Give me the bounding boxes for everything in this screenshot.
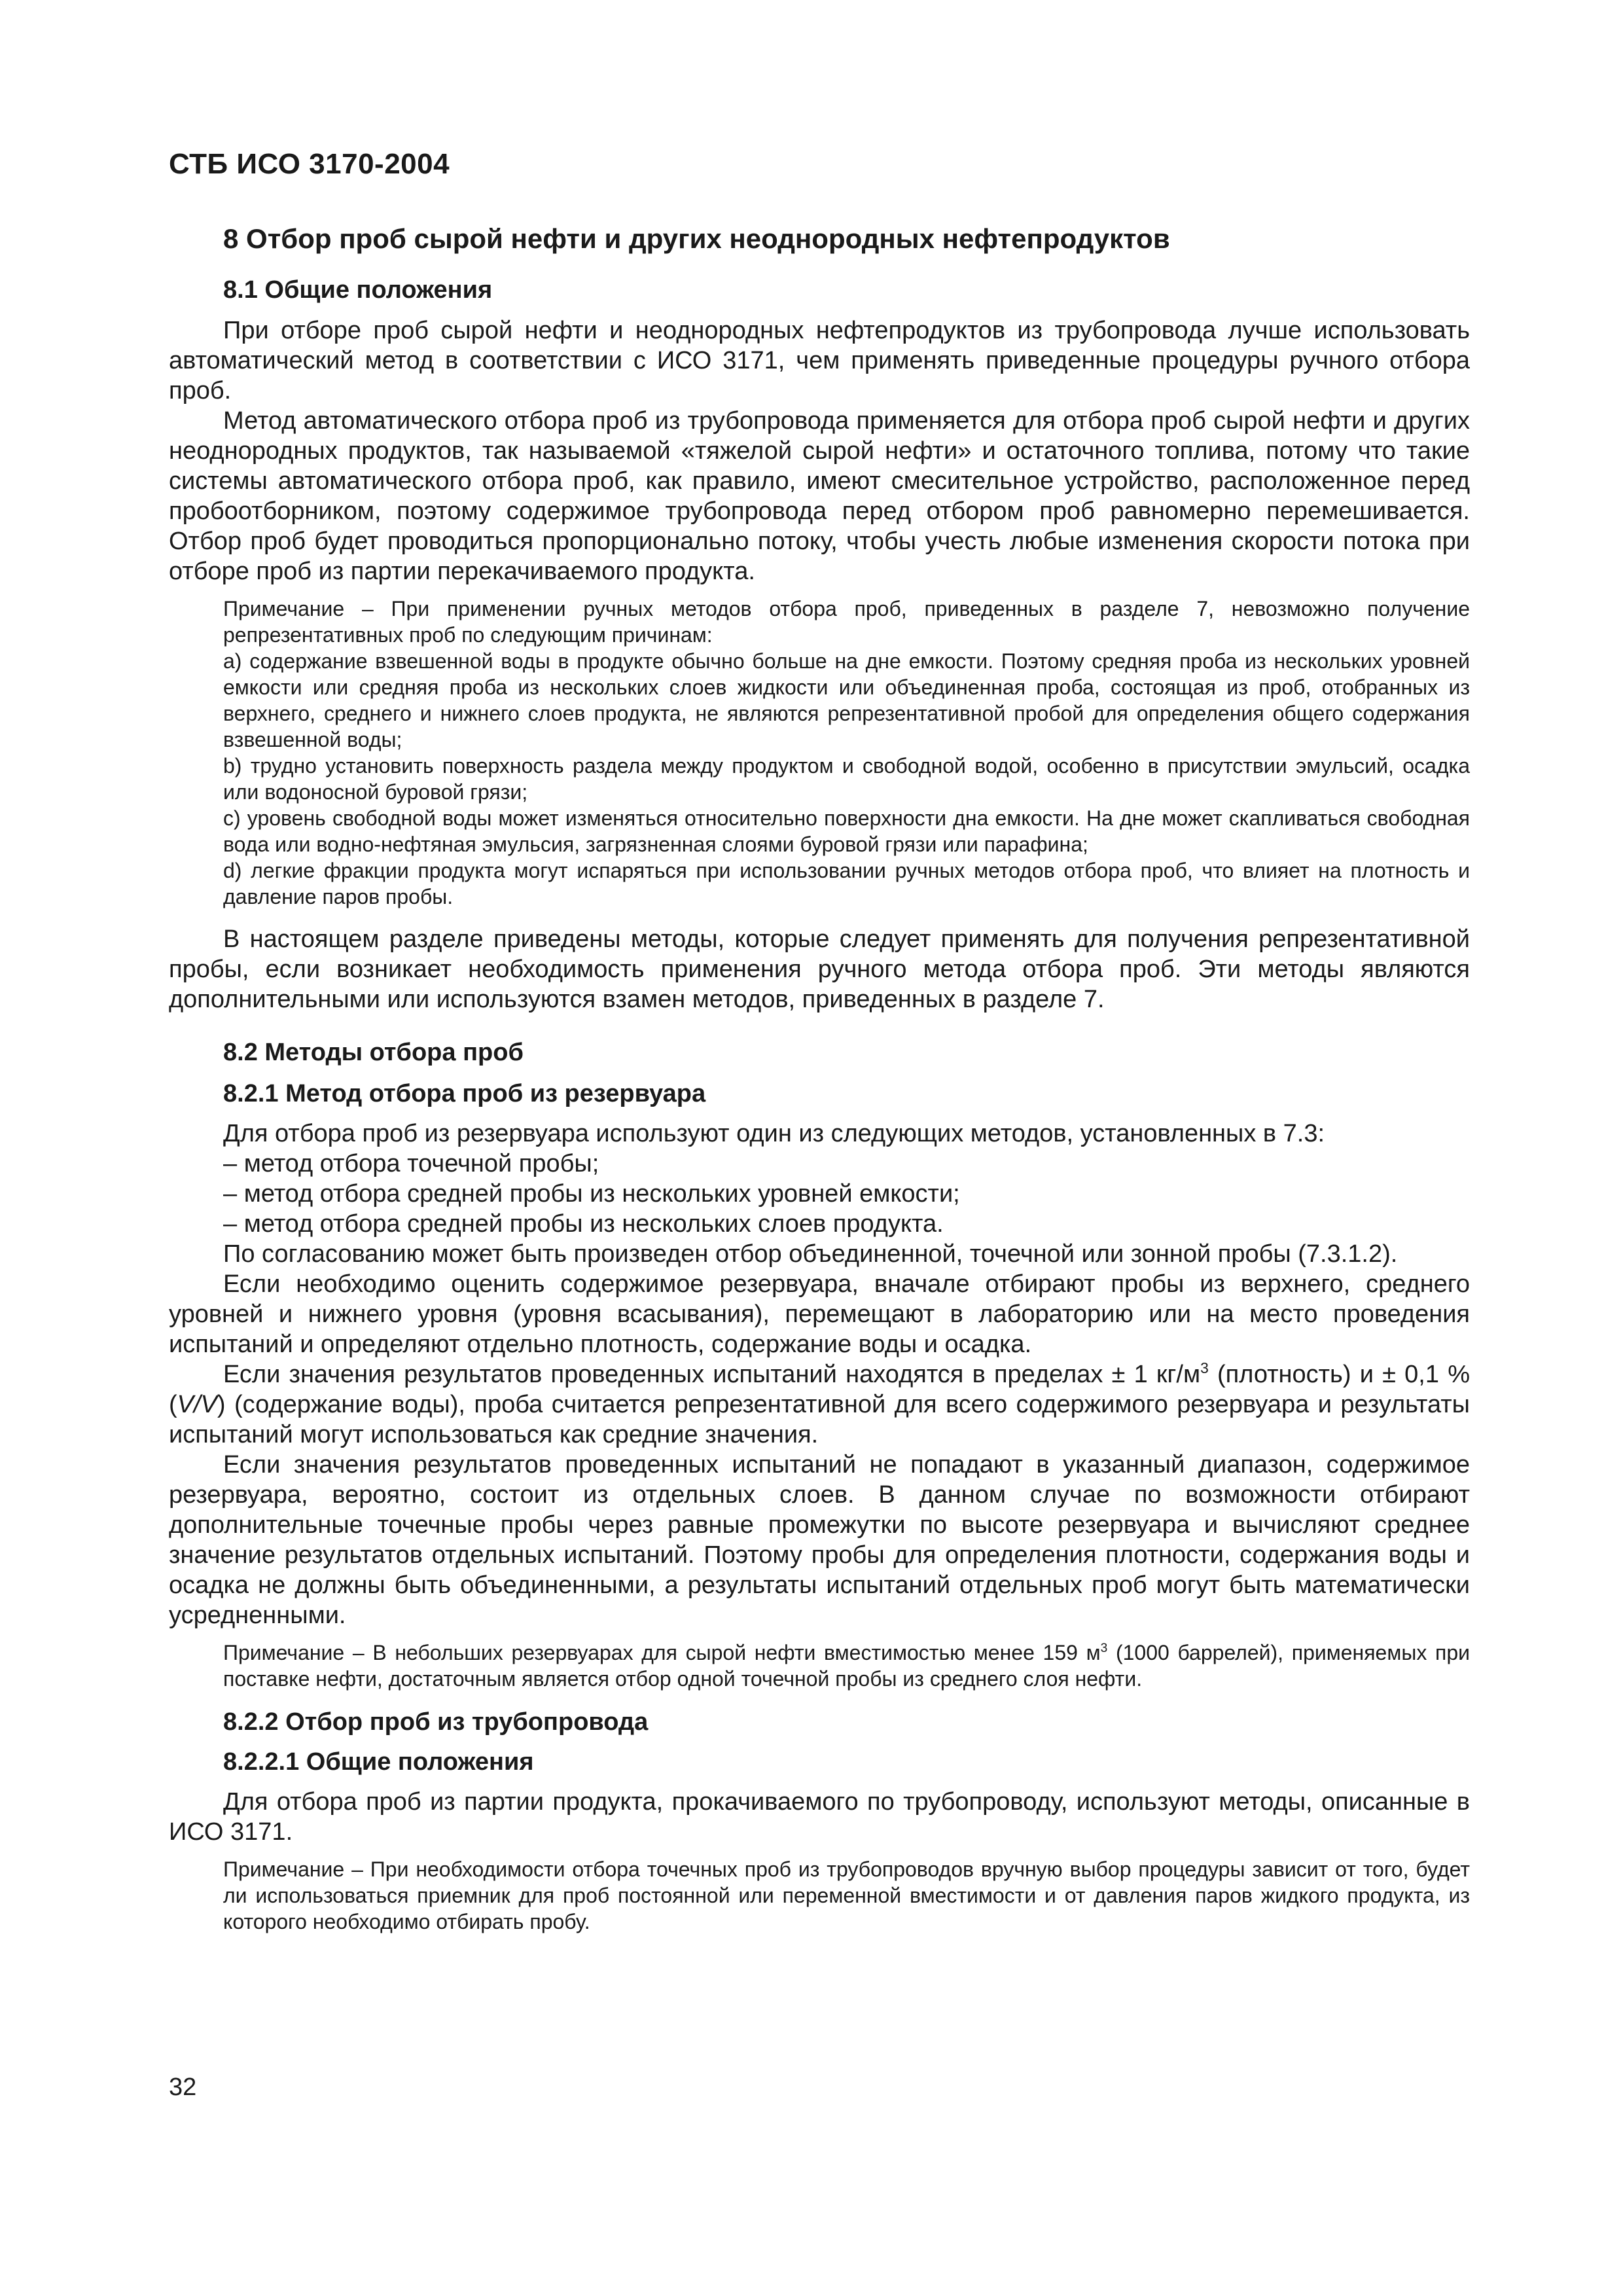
section-8-2-title: 8.2 Методы отбора проб	[223, 1038, 524, 1066]
section-8-title: 8 Отбор проб сырой нефти и других неоднородных нефтепродуктов	[223, 223, 1170, 254]
section-8-2-2-1-paragraph-1: Для отбора проб из партии продукта, прокачиваемого по трубопроводу, используют методы, описанные в ИСО 3171.	[169, 1787, 1470, 1846]
method-list-item: – метод отбора средней пробы из нескольких слоев продукта.	[223, 1210, 944, 1238]
section-8-2-1-paragraph-3: Если необходимо оценить содержимое резервуара, вначале отбирают пробы из верхнего, среднего уровней и нижнего уровня (уровня всасывания), перемещают в лабораторию или на место проведения испытаний и определяют отдельно плотность, содержание воды и осадка.	[169, 1270, 1470, 1358]
section-8-2-1-paragraph-4	[169, 1359, 1470, 1450]
note-manual-sampling-intro: Примечание – При применении ручных методов отбора проб, приведенных в разделе 7, невозможно получение репрезентативных проб по следующим причинам:	[223, 596, 1470, 647]
section-8-1-paragraph-2: Метод автоматического отбора проб из трубопровода применяется для отбора проб сырой нефти и других неоднородных продуктов, так называемой «тяжелой сырой нефти» и остаточного топлива, потому что такие системы автоматического отбора проб, как правило, имеют смесительное устройство, расположенное перед пробоотборником, поэтому содержимое трубопровода перед отбором проб равномерно перемешивается. Отбор проб будет проводиться пропорционально потоку, чтобы учесть любые изменения скорости потока при отборе проб из партии перекачиваемого продукта.	[169, 406, 1470, 585]
note-small-tanks	[169, 1640, 1470, 1692]
note-item-a: a) содержание взвешенной воды в продукте обычно больше на дне емкости. Поэтому средняя проба из нескольких уровней емкости или средняя проба из нескольких слоев жидкости или объединенная проба, состоящая из проб, отобранных из верхнего, среднего и нижнего слоев продукта, не являются репрезентативной пробой для определения общего содержания взвешенной воды;	[223, 649, 1470, 751]
section-8-2-1-paragraph-5: Если значения результатов проведенных испытаний не попадают в указанный диапазон, содержимое резервуара, вероятно, состоит из отдельных слоев. В данном случае по возможности отбирают дополнительные точечные пробы через равные промежутки по высоте резервуара и вычисляют среднее значение результатов отдельных испытаний. Поэтому пробы для определения плотности, содержания воды и осадка не должны быть объединенными, а результаты испытаний отдельных проб могут быть математически усредненными.	[169, 1450, 1470, 1629]
cubic-superscript: 3	[1200, 1359, 1209, 1377]
page-number: 32	[169, 2073, 197, 2101]
volume-ratio-italic: V/V	[177, 1390, 217, 1418]
note-item-d: d) легкие фракции продукта могут испаряться при использовании ручных методов отбора проб, что влияет на плотность и давление паров пробы.	[223, 858, 1470, 908]
section-8-1-title: 8.1 Общие положения	[223, 276, 493, 304]
paragraph-4-part-a: Если значения результатов проведенных испытаний находятся в пределах ± 1 кг/м	[223, 1360, 1201, 1388]
note-small-tanks-part-a: Примечание – В небольших резервуарах для сырой нефти вместимостью менее 159 м	[223, 1640, 1101, 1664]
paragraph-4-part-c: ) (содержание воды), проба считается репрезентативной для всего содержимого резервуара и результаты испытаний могут использоваться как средние значения.	[169, 1390, 1470, 1448]
section-8-2-2-title: 8.2.2 Отбор проб из трубопровода	[223, 1708, 649, 1736]
cubic-superscript: 3	[1100, 1641, 1108, 1656]
section-8-1-paragraph-3: В настоящем разделе приведены методы, которые следует применять для получения репрезентативной пробы, если возникает необходимость применения ручного метода отбора проб. Эти методы являются дополнительными или используются взамен методов, приведенных в разделе 7.	[169, 925, 1470, 1013]
method-list-item: – метод отбора точечной пробы;	[223, 1149, 599, 1177]
document-body	[169, 221, 1470, 1935]
section-8-2-1-paragraph-1: Для отбора проб из резервуара используют один из следующих методов, установленных в 7.3:	[223, 1119, 1325, 1147]
note-item-c: c) уровень свободной воды может изменяться относительно поверхности дна емкости. На дне может скапливаться свободная вода или водно-нефтяная эмульсия, загрязненная слоями буровой грязи или парафина;	[223, 806, 1470, 856]
document-code-header: СТБ ИСО 3170-2004	[169, 148, 450, 180]
document-page	[169, 0, 1470, 2296]
section-8-2-1-title: 8.2.1 Метод отбора проб из резервуара	[223, 1080, 706, 1108]
note-small-tanks-part-b: (1000 баррелей), применяемых при поставке нефти, достаточным является отбор одной точечной пробы из среднего слоя нефти.	[223, 1640, 1471, 1691]
section-8-1-paragraph-1: При отборе проб сырой нефти и неоднородных нефтепродуктов из трубопровода лучше использовать автоматический метод в соответствии с ИСО 3171, чем применять приведенные процедуры ручного отбора проб.	[169, 316, 1470, 404]
paragraph-4-part-b: (плотность) и ± 0,1 % (	[169, 1360, 1470, 1418]
section-8-2-1-paragraph-2: По согласованию может быть произведен отбор объединенной, точечной или зонной пробы (7.3.1.2).	[223, 1240, 1398, 1268]
note-pipeline-sampling: Примечание – При необходимости отбора точечных проб из трубопроводов вручную выбор процедуры зависит от того, будет ли использоваться приемник для проб постоянной или переменной вместимости и от давления паров жидкого продукта, из которого необходимо отбирать пробу.	[223, 1857, 1470, 1933]
note-item-b: b) трудно установить поверхность раздела между продуктом и свободной водой, особенно в присутствии эмульсий, осадка или водоносной буровой грязи;	[223, 753, 1470, 804]
method-list-item: – метод отбора средней пробы из нескольких уровней емкости;	[223, 1179, 960, 1208]
section-8-2-2-1-title: 8.2.2.1 Общие положения	[223, 1748, 534, 1776]
